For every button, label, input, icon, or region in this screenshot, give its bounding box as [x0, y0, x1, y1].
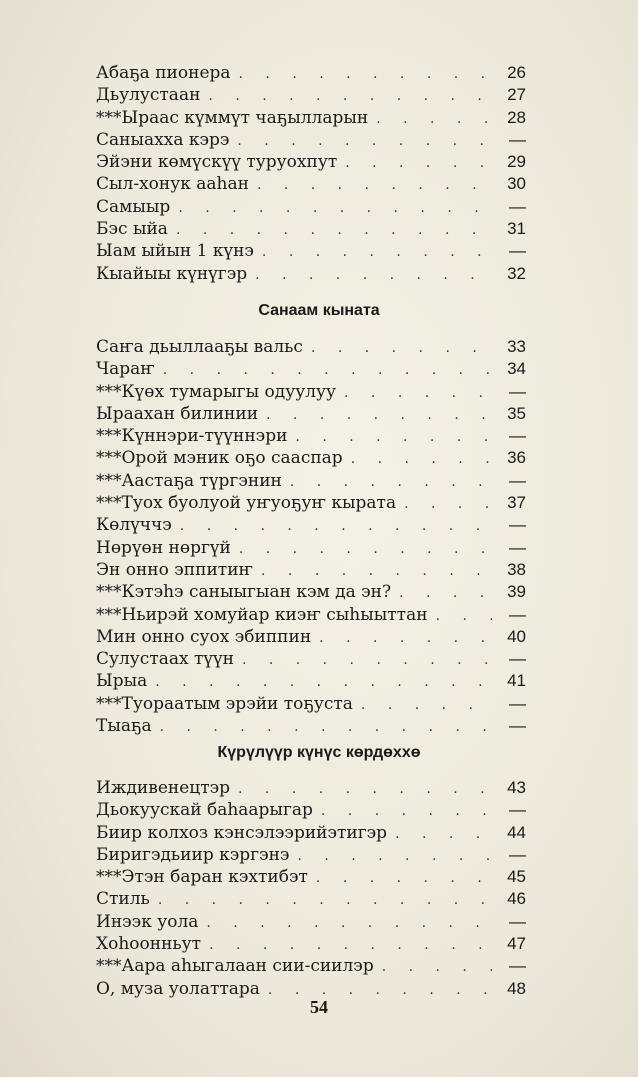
entry-title: Бэс ыйа: [96, 219, 168, 240]
leader-dots: [404, 493, 492, 515]
toc-entry: [96, 911, 526, 933]
entry-page: —: [509, 911, 526, 931]
leader-dots: [382, 956, 492, 978]
entry-page: 31: [507, 219, 526, 239]
entry-title: ***Күннэри-түүннэри: [96, 426, 288, 447]
toc-entry: [96, 866, 526, 888]
entry-title: Ыраахан билинии: [96, 403, 259, 424]
leader-dots: [239, 63, 492, 85]
entry-page: 34: [507, 359, 526, 379]
toc-entry: [96, 425, 526, 447]
toc-section-3: [96, 777, 526, 1000]
entry-page: —: [509, 426, 526, 446]
entry-title: Ырыа: [96, 671, 148, 692]
entry-title: ***Аара аһыгалаан сии-сиилэр: [96, 956, 374, 977]
leader-dots: [361, 694, 492, 716]
entry-title: Хоһоонньут: [96, 934, 202, 955]
toc-section-2: [96, 336, 526, 737]
leader-dots: [180, 515, 492, 537]
page-number: 54: [310, 997, 328, 1017]
entry-title: ***Туораатым эрэйи тоҕуста: [96, 693, 353, 714]
entry-title: Самыыр: [96, 196, 171, 217]
entry-title: Дьокуускай баһаарыгар: [96, 800, 313, 821]
entry-title: Ыам ыйын 1 күнэ: [96, 241, 254, 262]
toc-entry: [96, 447, 526, 469]
toc-entry: [96, 218, 526, 240]
toc-entry: [96, 263, 526, 285]
toc-entry: [96, 822, 526, 844]
entry-title: ***Кэтэһэ саныыгыан кэм да эн?: [96, 582, 392, 603]
entry-page: 38: [507, 559, 526, 579]
entry-page: —: [509, 649, 526, 669]
toc-section-1: [96, 62, 526, 285]
toc-entry: [96, 196, 526, 218]
entry-page: 37: [507, 493, 526, 513]
leader-dots: [266, 404, 492, 426]
toc-entry: [96, 604, 526, 626]
toc-entry: [96, 470, 526, 492]
entry-page: —: [509, 196, 526, 216]
entry-title: Эн онно эппитиҥ: [96, 559, 254, 580]
leader-dots: [262, 241, 492, 263]
toc-entry: [96, 626, 526, 648]
leader-dots: [158, 889, 492, 911]
toc-entry: [96, 933, 526, 955]
toc-entry: [96, 129, 526, 151]
leader-dots: [321, 800, 492, 822]
entry-page: 36: [507, 448, 526, 468]
entry-title: ***Орой мэник оҕо сааспар: [96, 448, 343, 469]
leader-dots: [237, 130, 492, 152]
toc-entry: [96, 559, 526, 581]
entry-title: ***Туох буолуой уҥуоҕуҥ кырата: [96, 493, 397, 514]
entry-title: ***Этэн баран кэхтибэт: [96, 867, 308, 888]
leader-dots: [261, 560, 492, 582]
entry-title: Стиль: [96, 889, 150, 910]
toc-entry: [96, 777, 526, 799]
entry-page: 32: [507, 263, 526, 283]
entry-page: —: [509, 604, 526, 624]
leader-dots: [209, 934, 492, 956]
toc-entry: [96, 888, 526, 910]
entry-page: 39: [507, 582, 526, 602]
leader-dots: [155, 671, 492, 693]
toc-entry: [96, 336, 526, 358]
toc-entry: [96, 799, 526, 821]
toc-entry: [96, 107, 526, 129]
entry-page: —: [509, 800, 526, 820]
entry-title: Чараҥ: [96, 359, 155, 380]
toc-entry: [96, 693, 526, 715]
entry-title: Саҥа дьыллааҕы вальс: [96, 337, 303, 357]
toc-entry: [96, 62, 526, 84]
leader-dots: [319, 627, 492, 649]
leader-dots: [290, 471, 492, 493]
leader-dots: [295, 426, 492, 448]
section-heading: Күрүлүүр күнүс көрдөххө: [217, 744, 421, 761]
entry-title: Сулустаах түүн: [96, 649, 234, 670]
entry-title: Тыаҕа: [96, 716, 152, 737]
entry-page: 30: [507, 174, 526, 194]
entry-page: 40: [507, 626, 526, 646]
leader-dots: [376, 108, 492, 130]
leader-dots: [311, 337, 492, 359]
entry-page: —: [509, 381, 526, 401]
toc-entry: [96, 173, 526, 195]
leader-dots: [316, 867, 492, 889]
leader-dots: [255, 264, 492, 286]
entry-page: 48: [507, 978, 526, 998]
leader-dots: [206, 912, 492, 934]
entry-page: —: [509, 470, 526, 490]
entry-page: —: [509, 844, 526, 864]
entry-title: Абаҕа пионера: [96, 63, 231, 83]
toc-entry: [96, 844, 526, 866]
entry-title: Мин онно суох эбиппин: [96, 626, 312, 647]
toc-entry: [96, 581, 526, 603]
entry-page: 28: [507, 107, 526, 127]
entry-page: —: [509, 241, 526, 261]
entry-page: 35: [507, 403, 526, 423]
entry-title: Иждивенецтэр: [96, 778, 231, 798]
entry-title: Нөрүөн нөргүй: [96, 537, 231, 558]
entry-page: —: [509, 515, 526, 535]
toc-entry: [96, 403, 526, 425]
entry-title: Дьулустаан: [96, 85, 201, 106]
leader-dots: [242, 649, 492, 671]
entry-title: Инээк уола: [96, 911, 199, 932]
entry-page: 41: [507, 671, 526, 691]
toc-entry: [96, 358, 526, 380]
toc-entry: [96, 537, 526, 559]
entry-page: 33: [507, 337, 526, 356]
entry-page: 44: [507, 822, 526, 842]
entry-page: —: [509, 129, 526, 149]
entry-title: ***Аастаҕа түргэнин: [96, 470, 282, 491]
toc-entry: [96, 670, 526, 692]
entry-title: Саныахха кэрэ: [96, 129, 230, 150]
leader-dots: [395, 823, 492, 845]
leader-dots: [238, 778, 492, 800]
entry-title: Көлүччэ: [96, 515, 172, 536]
entry-title: Эйэни көмүскүү туруохпут: [96, 152, 338, 173]
section-heading: Санаам кыната: [258, 302, 380, 319]
leader-dots: [163, 359, 492, 381]
entry-title: Сыл-хонук ааһан: [96, 174, 249, 195]
leader-dots: [345, 152, 492, 174]
entry-title: Кыайыы күнүгэр: [96, 263, 248, 284]
entry-title: ***Ньирэй хомуйар киэҥ сыһыыттан: [96, 604, 428, 625]
leader-dots: [257, 174, 492, 196]
entry-page: 27: [507, 85, 526, 105]
entry-title: ***Ыраас күммүт чаҕылларын: [96, 107, 369, 128]
toc-entry: [96, 514, 526, 536]
entry-title: Биригэдьиир кэргэнэ: [96, 844, 290, 865]
leader-dots: [436, 605, 492, 627]
leader-dots: [297, 845, 492, 867]
leader-dots: [208, 85, 492, 107]
leader-dots: [178, 197, 492, 219]
entry-title: О, муза уолаттара: [96, 978, 260, 999]
entry-page: —: [509, 693, 526, 713]
entry-page: 47: [507, 934, 526, 954]
entry-page: 43: [507, 778, 526, 797]
toc-entry: [96, 715, 526, 737]
entry-page: —: [509, 956, 526, 976]
entry-page: 45: [507, 867, 526, 887]
leader-dots: [399, 582, 492, 604]
entry-page: —: [509, 537, 526, 557]
leader-dots: [160, 716, 492, 738]
entry-page: 46: [507, 889, 526, 909]
toc-entry: [96, 648, 526, 670]
entry-page: 26: [507, 63, 526, 82]
leader-dots: [344, 382, 492, 404]
leader-dots: [176, 219, 492, 241]
toc-entry: [96, 955, 526, 977]
toc-entry: [96, 492, 526, 514]
toc-entry: [96, 151, 526, 173]
entry-page: —: [509, 716, 526, 736]
entry-page: 29: [507, 152, 526, 172]
toc-entry: [96, 381, 526, 403]
leader-dots: [239, 538, 492, 560]
entry-title: Биир колхоз кэнсэлээрийэтигэр: [96, 822, 388, 843]
toc-entry: [96, 240, 526, 262]
leader-dots: [351, 448, 492, 470]
entry-title: ***Күөх тумарыгы одуулуу: [96, 381, 337, 402]
toc-entry: [96, 84, 526, 106]
